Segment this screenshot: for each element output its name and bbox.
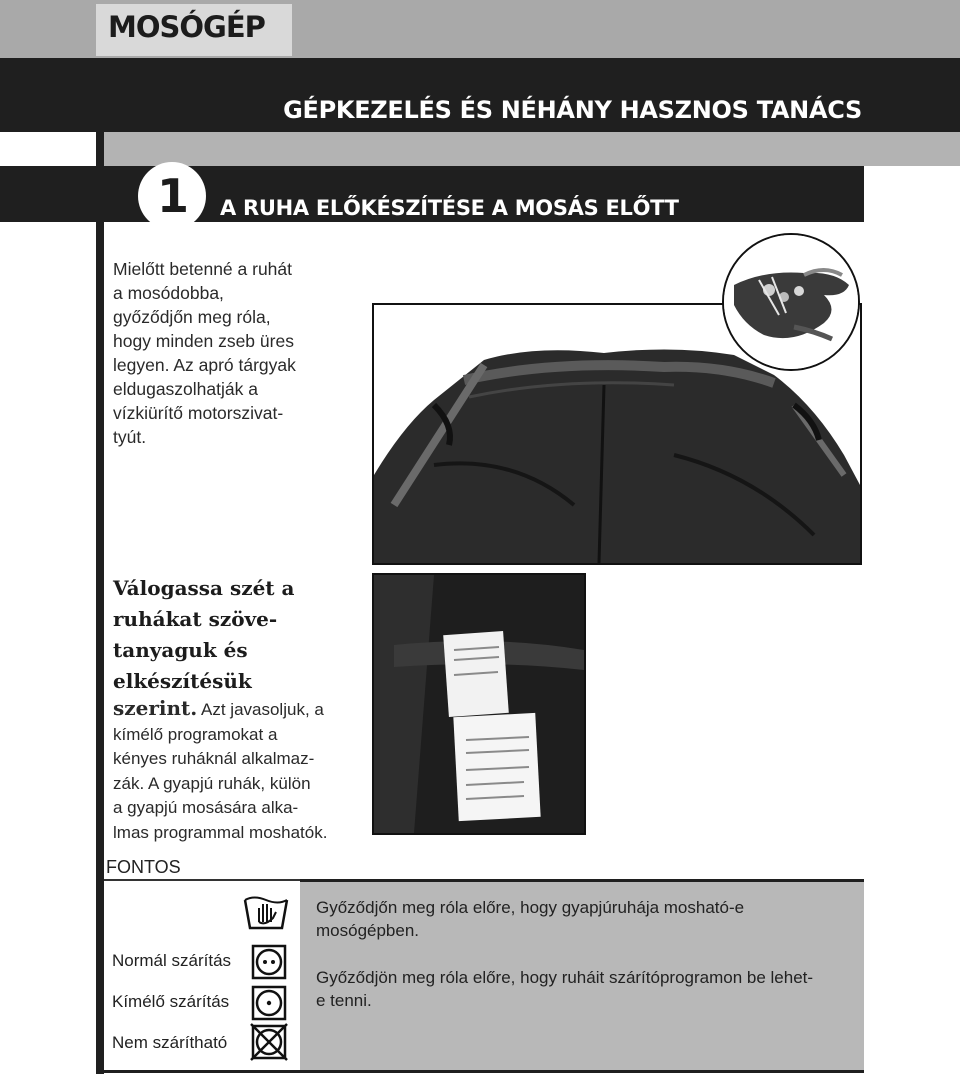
sort-heading-tail: szerint. xyxy=(113,696,198,720)
intro-line: eldugaszolhatják a xyxy=(113,379,258,399)
sort-heading-line: tanyaguk és xyxy=(113,638,248,662)
sort-line: zák. A gyapjú ruhák, külön xyxy=(113,773,311,793)
intro-paragraph xyxy=(113,257,333,449)
brand-title: MOSÓGÉP xyxy=(108,10,265,44)
important-label: FONTOS xyxy=(106,857,181,877)
tumble-dry-normal-icon xyxy=(251,944,287,980)
important-rule xyxy=(104,879,300,881)
wool-note: Győződjőn meg róla előre, hogy gyapjúruhája mosható-e mosógépben. xyxy=(316,898,745,940)
intro-line: győződjőn meg róla, xyxy=(113,307,271,327)
care-label-photo xyxy=(372,573,586,835)
sort-line-rest: Azt javasoljuk, a xyxy=(197,700,324,719)
section-number: 1 xyxy=(156,169,187,223)
dry-gentle-label: Kímélő szárítás xyxy=(112,992,230,1011)
left-rule xyxy=(96,222,104,1074)
section-title: A RUHA ELŐKÉSZÍTÉSE A MOSÁS ELŐTT xyxy=(220,196,679,220)
sort-heading-line: Válogassa szét a xyxy=(113,576,295,600)
sort-heading-line: elkészítésük xyxy=(113,669,252,693)
intro-line: legyen. Az apró tárgyak xyxy=(113,355,296,375)
tumble-dry-gentle-icon xyxy=(251,985,287,1021)
sort-first-line xyxy=(113,696,363,723)
sort-heading-line: ruhákat szöve- xyxy=(113,607,278,631)
dryer-note: Győződjön meg róla előre, hogy ruháit szárítóprogramon be lehet-e tenni. xyxy=(316,968,814,1010)
sort-paragraph xyxy=(113,696,363,845)
sort-line: lmas programmal moshatók. xyxy=(113,822,328,842)
bottom-line xyxy=(96,1070,864,1073)
page-title: GÉPKEZELÉS ÉS NÉHÁNY HASZNOS TANÁCS xyxy=(283,96,862,124)
grey-divider xyxy=(104,132,960,166)
intro-line: Mielőtt betenné a ruhát xyxy=(113,259,293,279)
sort-heading xyxy=(113,573,353,697)
hand-with-coins-inset xyxy=(722,233,860,371)
sort-line: kényes ruháknál alkalmaz- xyxy=(113,749,315,768)
do-not-tumble-dry-icon xyxy=(249,1022,289,1062)
sort-line: kímélő programokat a xyxy=(113,724,278,744)
intro-line: hogy minden zseb üres xyxy=(113,331,294,351)
sort-line: a gyapjú mosására alka- xyxy=(113,798,299,817)
intro-line: a mosódobba, xyxy=(113,283,224,303)
intro-line: vízkiürítő motorszivat- xyxy=(113,403,284,423)
hand-wash-icon xyxy=(242,892,290,932)
no-dry-label: Nem szárítható xyxy=(112,1033,228,1052)
intro-line: tyút. xyxy=(113,427,147,447)
dry-normal-label: Normál szárítás xyxy=(112,951,232,970)
